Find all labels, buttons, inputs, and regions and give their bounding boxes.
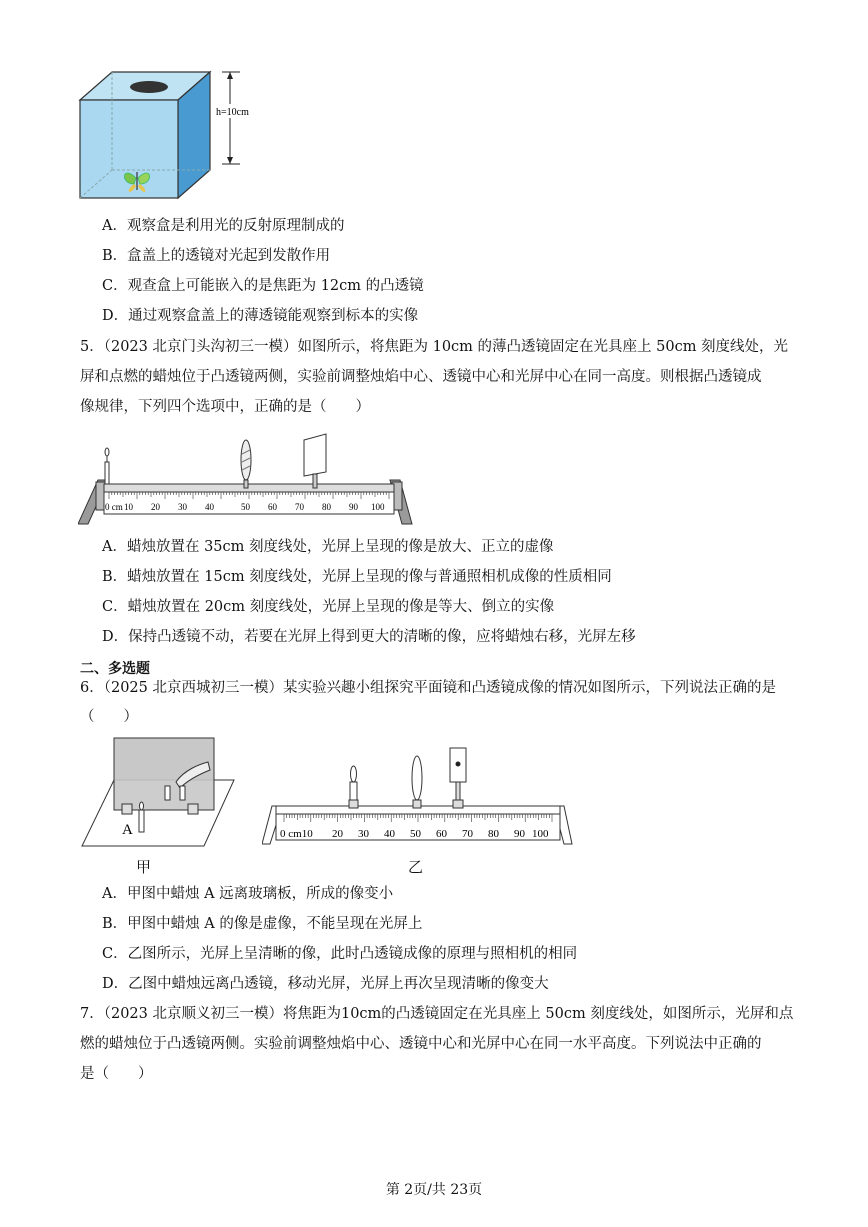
q4-option-c: C．观查盒上可能嵌入的是焦距为 12cm 的凸透镜 (102, 278, 424, 294)
q5-bench-label-20: 20 (151, 502, 160, 512)
candle-icon (105, 448, 109, 484)
q6-option-d: D．乙图中蜡烛远离凸透镜，移动光屏，光屏上再次呈现清晰的像变大 (102, 976, 549, 992)
figure-caption-jia: 甲 (136, 858, 152, 876)
box-height-label: h=10cm (216, 107, 249, 118)
convex-lens-icon (412, 756, 422, 808)
q5-bench-label-80: 80 (322, 502, 331, 512)
q6-bench-label-20: 20 (332, 828, 343, 840)
q5-bench-label-40: 40 (205, 502, 214, 512)
q6-bench-label-100: 100 (532, 828, 549, 840)
q4-option-a: A．观察盒是利用光的反射原理制成的 (102, 218, 345, 234)
q5-bench-label-0: 0 cm (105, 502, 123, 512)
q7-stem-line-3: 是（ ） (80, 1066, 153, 1082)
q7-stem-line-1: 7．（2023 北京顺义初三一模）将焦距为10cm的凸透镜固定在光具座上 50cm 刻度线处，如图所示，光屏和点 (80, 1006, 794, 1022)
figure-caption-yi: 乙 (408, 858, 424, 876)
q5-option-c: C．蜡烛放置在 20cm 刻度线处，光屏上呈现的像是等大、倒立的实像 (102, 599, 555, 615)
q6-bench-label-70: 70 (462, 828, 473, 840)
q6-plane-mirror-figure (80, 736, 240, 852)
q5-option-a: A．蜡烛放置在 35cm 刻度线处，光屏上呈现的像是放大、正立的虚像 (102, 539, 554, 555)
q5-bench-label-60: 60 (268, 502, 277, 512)
q5-bench-label-30: 30 (178, 502, 187, 512)
q5-bench-label-10: 10 (124, 502, 133, 512)
q5-option-d: D．保持凸透镜不动，若要在光屏上得到更大的清晰的像，应将蜡烛右移，光屏左移 (102, 629, 636, 645)
q6-bench-label-60: 60 (436, 828, 447, 840)
q6-bench-label-90: 90 (514, 828, 525, 840)
q6-bench-label-0: 0 cm10 (280, 828, 313, 840)
q6-option-c: C．乙图所示，光屏上呈清晰的像，此时凸透镜成像的原理与照相机的相同 (102, 946, 578, 962)
page-footer: 第 2页/共 23页 (385, 1182, 483, 1198)
light-screen-icon (450, 748, 466, 808)
q5-option-b: B．蜡烛放置在 15cm 刻度线处，光屏上呈现的像与普通照相机成像的性质相同 (102, 569, 612, 585)
q6-bench-label-80: 80 (488, 828, 499, 840)
candle-a-icon (139, 802, 144, 832)
observation-box-figure (78, 66, 278, 206)
q5-stem-line-2: 屏和点燃的蜡烛位于凸透镜两侧，实验前调整烛焰中心、透镜中心和光屏中心在同一高度。则根据凸透镜成 (80, 369, 762, 385)
section-title-multiple-choice: 二、多选题 (80, 661, 150, 677)
q6-optical-bench-figure (262, 744, 574, 848)
q4-option-d: D．通过观察盒盖上的薄透镜能观察到标本的实像 (102, 308, 419, 324)
q6-stem-line-2: （ ） (80, 709, 138, 725)
light-screen-icon (304, 434, 326, 488)
q5-bench-label-100: 100 (371, 502, 385, 512)
q6-stem-line-1: 6．（2025 北京西城初三一模）某实验兴趣小组探究平面镜和凸透镜成像的情况如图所示，下列说法正确的是 (80, 680, 776, 696)
candle-a-label: A (122, 822, 133, 838)
q4-option-b: B．盒盖上的透镜对光起到发散作用 (102, 248, 331, 264)
q5-bench-label-70: 70 (295, 502, 304, 512)
q6-bench-label-30: 30 (358, 828, 369, 840)
convex-lens-icon (241, 440, 251, 488)
q6-bench-label-40: 40 (384, 828, 395, 840)
q7-stem-line-2: 燃的蜡烛位于凸透镜两侧。实验前调整烛焰中心、透镜中心和光屏中心在同一水平高度。下列说法中正确的 (80, 1036, 762, 1052)
candle-icon (349, 766, 358, 808)
q6-bench-label-50: 50 (410, 828, 421, 840)
q6-option-b: B．甲图中蜡烛 A 的像是虚像，不能呈现在光屏上 (102, 916, 423, 932)
q5-optical-bench-figure (78, 432, 418, 528)
q5-bench-label-90: 90 (349, 502, 358, 512)
q5-stem-line-3: 像规律，下列四个选项中，正确的是（ ） (80, 399, 370, 415)
q6-option-a: A．甲图中蜡烛 A 远离玻璃板，所成的像变小 (102, 886, 394, 902)
q5-bench-label-50: 50 (241, 502, 250, 512)
q5-stem-line-1: 5．（2023 北京门头沟初三一模）如图所示，将焦距为 10cm 的薄凸透镜固定在光具座上 50cm 刻度线处，光 (80, 339, 789, 355)
